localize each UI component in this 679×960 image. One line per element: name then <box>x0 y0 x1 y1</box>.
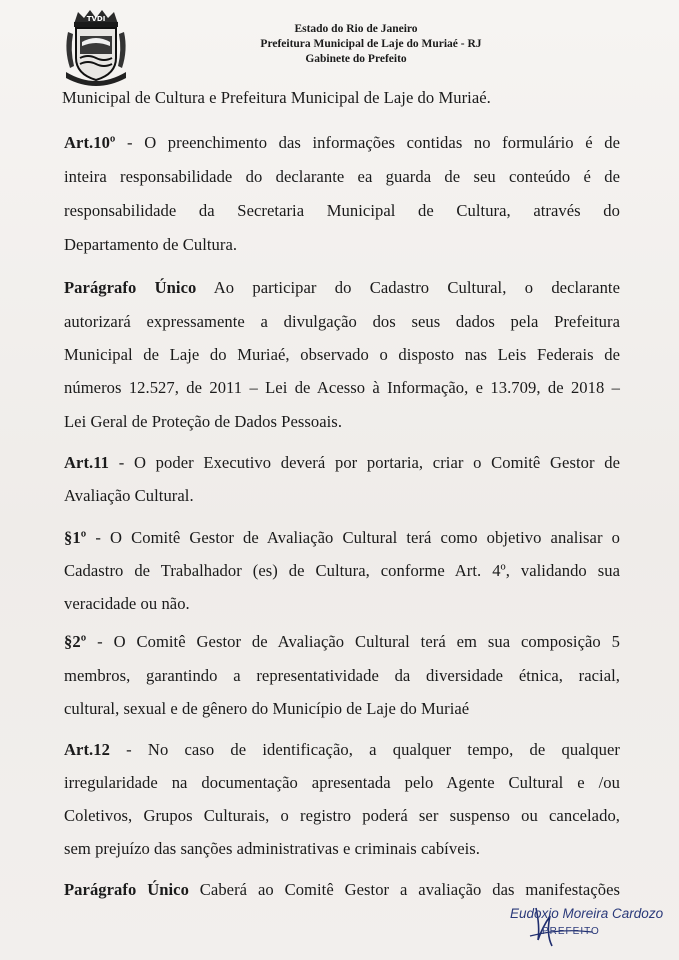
text-line: veracidade ou não. <box>64 594 190 613</box>
paragraph-unico-line <box>64 278 620 298</box>
art10-line <box>64 133 620 153</box>
text-line: irregularidade na documentação apresentada pelo Agente Cultural e /ou <box>64 773 620 792</box>
text-line: membros, garantindo a representatividade da diversidade étnica, racial, <box>64 666 620 685</box>
art11-line <box>64 453 620 473</box>
text-line: Coletivos, Grupos Culturais, o registro poderá ser suspenso ou cancelado, <box>64 806 620 825</box>
text-line: autorizará expressamente a divulgação dos seus dados pela Prefeitura <box>64 312 620 331</box>
article-label: Art.11 <box>64 453 110 472</box>
office-name: Gabinete do Prefeito <box>305 53 407 65</box>
signatory-title: PREFEITO <box>542 926 600 937</box>
signatory-name: Eudoxio Moreira Cardozo <box>510 906 664 921</box>
text-line: números 12.527, de 2011 – Lei de Acesso à Informação, e 13.709, de 2018 – <box>64 378 620 397</box>
text-span: Caberá ao Comitê Gestor a avaliação das manifestações <box>188 880 621 899</box>
section-label: §1º <box>64 528 87 547</box>
paragraph-unico-line <box>64 880 620 900</box>
text-line: responsabilidade da Secretaria Municipal de Cultura, através do <box>64 201 620 220</box>
text-line: Departamento de Cultura. <box>64 235 238 254</box>
article-label: Art.12 <box>64 740 110 759</box>
text-line: inteira responsabilidade do declarante ea guarda de seu conteúdo é de <box>64 167 620 186</box>
text-span: - O poder Executivo deverá por portaria, criar o Comitê Gestor de <box>109 453 620 472</box>
text-line: Avaliação Cultural. <box>64 486 194 505</box>
text-span: - O Comitê Gestor de Avaliação Cultural terá como objetivo analisar o <box>86 528 620 547</box>
section2-line <box>64 632 620 652</box>
section-label: §2º <box>64 632 87 651</box>
paragraph-label: Parágrafo Único <box>64 880 189 899</box>
text-line: sem prejuízo das sanções administrativas e criminais cabíveis. <box>64 839 480 858</box>
text-line: Municipal de Laje do Muriaé, observado o disposto nas Leis Federais de <box>64 345 620 364</box>
municipality-name: Prefeitura Municipal de Laje do Muriaé - RJ <box>260 38 482 50</box>
svg-text:TVDI: TVDI <box>86 15 106 23</box>
state-name: Estado do Rio de Janeiro <box>294 23 418 35</box>
text-span: - No caso de identificação, a qualquer tempo, de qualquer <box>109 740 620 759</box>
text-line: Lei Geral de Proteção de Dados Pessoais. <box>64 412 343 431</box>
article-label: Art.10º <box>64 133 116 152</box>
text-line: Municipal de Cultura e Prefeitura Municipal de Laje do Muriaé. <box>62 88 491 107</box>
mayor-signature-stamp <box>500 906 664 960</box>
text-span: - O Comitê Gestor de Avaliação Cultural terá em sua composição 5 <box>86 632 620 651</box>
text-line: Cadastro de Trabalhador (es) de Cultura, conforme Art. 4º, validando sua <box>64 561 620 580</box>
text-span: - O preenchimento das informações contidas no formulário é de <box>115 133 620 152</box>
letterhead-text <box>196 22 516 67</box>
text-span: Ao participar do Cadastro Cultural, o declarante <box>196 278 621 297</box>
art12-line <box>64 740 620 760</box>
text-line: cultural, sexual e de gênero do Município de Laje do Muriaé <box>64 699 470 718</box>
paragraph-label: Parágrafo Único <box>64 278 197 297</box>
letterhead <box>0 0 679 90</box>
municipal-coat-of-arms-icon <box>60 6 132 88</box>
section1-line <box>64 528 620 548</box>
